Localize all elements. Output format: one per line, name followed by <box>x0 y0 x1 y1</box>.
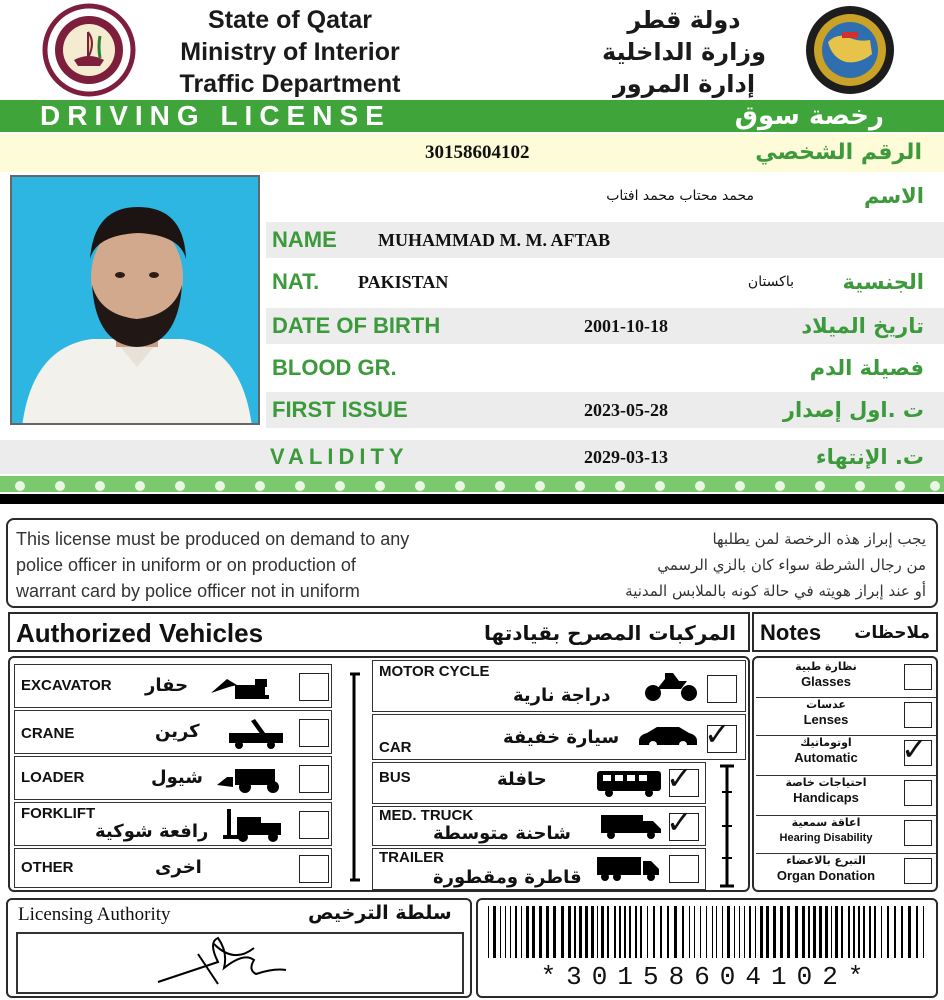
vehicle-label: TRAILER <box>379 849 444 866</box>
vehicle-checkbox[interactable] <box>704 716 737 753</box>
nationality-label-ar: الجنسية <box>842 270 924 294</box>
notice-ar-line: أو عند إبراز هويته في حالة كونه بالملابس المدنية <box>625 582 926 600</box>
barcode-bar <box>727 906 730 958</box>
licensing-authority-label-ar: سلطة الترخيص <box>308 902 452 924</box>
card-divider <box>0 494 944 504</box>
name-value-ar: محمد محتاب محمد افتاب <box>606 188 754 204</box>
barcode-bar <box>521 906 522 958</box>
name-ar-row <box>266 178 944 214</box>
forklift-icon <box>221 807 289 843</box>
crane-icon <box>225 715 289 751</box>
barcode-bar <box>561 906 564 958</box>
nationality-value-ar: باكستان <box>747 274 794 290</box>
barcode-bar <box>825 906 828 958</box>
notice-arabic <box>625 526 926 604</box>
barcode-bar <box>712 906 713 958</box>
signature-icon <box>18 934 462 992</box>
vehicle-car <box>372 714 746 760</box>
barcode-bar <box>607 906 609 958</box>
barcode-bar <box>802 906 805 958</box>
license-title: DRIVING LICENSE <box>40 100 391 131</box>
authorized-vehicles-title: Authorized Vehicles <box>16 618 264 648</box>
vehicle-forklift <box>14 802 332 846</box>
vehicle-label: FORKLIFT <box>21 805 96 822</box>
barcode-bar <box>706 906 707 958</box>
bus-icon <box>595 769 665 797</box>
gcc-emblem-icon <box>790 2 910 98</box>
barcode-bar <box>614 906 616 958</box>
barcode-bar <box>515 906 517 958</box>
vehicle-label: OTHER <box>21 859 74 876</box>
right-group-bracket <box>710 762 744 890</box>
vehicle-bus <box>372 762 706 804</box>
vehicle-medium-truck <box>372 806 706 846</box>
note-label-ar: عدسات <box>806 698 846 711</box>
name-value: MUHAMMAD M. M. AFTAB <box>378 230 611 250</box>
barcode-bar <box>601 906 604 958</box>
personal-id-label-ar: الرقم الشخصي <box>755 140 922 165</box>
barcode-bar <box>848 906 850 958</box>
note-checkbox[interactable] <box>901 731 932 767</box>
car-icon <box>637 725 699 749</box>
barcode-bar <box>734 906 735 958</box>
first-issue-label: FIRST ISSUE <box>272 397 408 422</box>
authorized-vehicles-title-ar: المركبات المصرح بقيادتها <box>484 621 736 645</box>
checkmark-icon: ✓ <box>666 804 693 840</box>
trailer-icon <box>595 855 663 883</box>
barcode-bar <box>689 906 690 958</box>
vehicle-label: LOADER <box>21 769 85 786</box>
barcode-bar <box>635 906 637 958</box>
barcode-bar <box>744 906 745 958</box>
barcode-bar <box>923 906 924 958</box>
barcode-bar <box>597 906 598 958</box>
barcode-bar <box>505 906 506 958</box>
notice-en-line: police officer in uniform or on production of <box>16 555 356 575</box>
barcode-bar <box>858 906 860 958</box>
vehicle-label-ar: كرين <box>155 721 200 742</box>
dob-label: DATE OF BIRTH <box>272 313 441 338</box>
barcode-bar <box>787 906 790 958</box>
header-state-ar: دولة قطر <box>627 6 741 34</box>
barcode-bar <box>841 906 843 958</box>
left-group-bracket <box>340 670 368 884</box>
vehicle-label-ar: دراجة نارية <box>513 685 611 706</box>
vehicle-crane <box>14 710 332 754</box>
barcode-bar <box>640 906 642 958</box>
notice-ar-line: يجب إبراز هذه الرخصة لمن يطلبها <box>712 530 926 548</box>
vehicle-label-ar: شيول <box>151 767 203 788</box>
personal-id-number: 30158604102 <box>425 142 530 163</box>
blood-group-label-ar: فصيلة الدم <box>809 356 924 380</box>
truck-icon <box>599 813 663 841</box>
note-label-ar: اعاقة سمعية <box>791 816 861 829</box>
vehicle-label: MED. TRUCK <box>379 807 474 824</box>
barcode-bar <box>568 906 571 958</box>
barcode-bar <box>853 906 855 958</box>
note-checkbox[interactable] <box>904 702 932 728</box>
licensing-authority-label: Licensing Authority <box>18 904 171 925</box>
motorcycle-icon <box>643 671 699 703</box>
notes-header <box>752 612 938 652</box>
vehicle-label-ar: اخرى <box>155 857 202 878</box>
header-english <box>150 4 430 100</box>
checkmark-icon: ✓ <box>901 731 928 767</box>
note-label: Glasses <box>801 674 851 689</box>
barcode-bar <box>813 906 816 958</box>
barcode-bar <box>660 906 662 958</box>
blood-group-row <box>266 350 944 386</box>
header-arabic <box>574 4 794 100</box>
barcode-bar <box>716 906 717 958</box>
barcode-bar <box>773 906 776 958</box>
note-label-ar: نظارة طبية <box>795 660 857 673</box>
nationality-value: PAKISTAN <box>358 272 449 292</box>
vehicle-trailer <box>372 848 706 890</box>
barcode-bar <box>755 906 756 958</box>
dob-value: 2001-10-18 <box>584 316 668 336</box>
holder-photo <box>10 175 260 425</box>
checkmark-icon: ✓ <box>666 760 693 796</box>
barcode-bar <box>835 906 838 958</box>
vehicle-checkbox[interactable] <box>299 719 329 747</box>
note-glasses <box>756 660 936 698</box>
note-label-ar: التبرع بالاعضاء <box>786 854 866 867</box>
barcode-bar <box>808 906 810 958</box>
barcode-bar <box>653 906 655 958</box>
vehicle-excavator <box>14 664 332 708</box>
vehicle-label: CAR <box>379 739 412 756</box>
barcode-bar <box>553 906 556 958</box>
nationality-row <box>266 264 944 300</box>
vehicle-checkbox[interactable] <box>666 804 699 841</box>
dob-label-ar: تاريخ الميلاد <box>801 314 924 338</box>
blood-group-label: BLOOD GR. <box>272 355 397 380</box>
dob-row <box>266 308 944 344</box>
barcode-bar <box>760 906 763 958</box>
note-label-ar: احتياجات خاصة <box>785 776 867 789</box>
vehicle-checkbox[interactable] <box>669 855 699 883</box>
barcode-bar <box>591 906 594 958</box>
loader-icon <box>215 763 291 795</box>
notice-english <box>16 526 409 604</box>
barcode-bar <box>674 906 677 958</box>
vehicle-label-ar: سيارة خفيفة <box>503 727 620 748</box>
barcode-bar <box>532 906 535 958</box>
note-automatic <box>756 731 936 776</box>
barcode-bar <box>539 906 542 958</box>
signature-area <box>16 932 464 994</box>
note-label-ar: اوتوماتيك <box>800 736 852 749</box>
vehicle-label-ar: حفار <box>145 675 189 696</box>
note-organ-donation <box>756 854 936 890</box>
barcode-bar <box>647 906 648 958</box>
validity-value: 2029-03-13 <box>584 447 668 467</box>
qatar-emblem-icon <box>30 2 148 98</box>
barcode-bar <box>624 906 626 958</box>
note-label: Automatic <box>794 750 858 765</box>
vehicle-label: CRANE <box>21 725 75 742</box>
holder-portrait <box>12 177 260 425</box>
barcode-bar <box>749 906 751 958</box>
personal-id-row <box>0 134 944 172</box>
note-checkbox[interactable] <box>904 664 932 690</box>
license-front <box>0 0 944 492</box>
vehicle-checkbox[interactable] <box>299 855 329 883</box>
notes-title-ar: ملاحظات <box>854 623 930 643</box>
validity-label-ar: ت. الإنتهاء <box>815 445 924 469</box>
vehicle-other <box>14 848 332 888</box>
barcode-bar <box>819 906 822 958</box>
barcode-bar <box>869 906 871 958</box>
header-state: State of Qatar <box>208 6 372 34</box>
vehicle-label-ar: قاطرة ومقطورة <box>433 867 582 888</box>
vehicle-label-ar: شاحنة متوسطة <box>433 823 571 844</box>
note-label: Handicaps <box>793 790 859 805</box>
barcode-bar <box>493 906 496 958</box>
first-issue-value: 2023-05-28 <box>584 400 668 420</box>
barcode-bar <box>694 906 695 958</box>
notes-title: Notes <box>760 620 822 645</box>
barcode-bar <box>488 906 489 958</box>
barcode-bar <box>881 906 882 958</box>
vehicle-label-ar: رافعة شوكية <box>95 821 209 842</box>
header-ministry-ar: وزارة الداخلية <box>601 38 767 66</box>
barcode-bar <box>874 906 876 958</box>
nationality-label: NAT. <box>272 269 320 294</box>
barcode-bar <box>526 906 529 958</box>
note-label: Hearing Disability <box>779 832 873 844</box>
validity-row <box>0 440 944 474</box>
barcode-bar <box>908 906 911 958</box>
barcode-bar <box>739 906 740 958</box>
barcode-bar <box>667 906 669 958</box>
barcode-bar <box>700 906 701 958</box>
note-checkbox[interactable] <box>904 780 932 806</box>
vehicle-motorcycle <box>372 660 746 712</box>
notice-en-line: This license must be produced on demand to any <box>16 529 410 549</box>
barcode-bar <box>629 906 631 958</box>
name-label: NAME <box>272 227 337 252</box>
barcode-bar <box>546 906 549 958</box>
barcode-bar <box>574 906 576 958</box>
notes-grid <box>752 656 938 892</box>
checkmark-icon: ✓ <box>704 716 731 752</box>
barcode-bar <box>831 906 832 958</box>
first-issue-row <box>266 392 944 428</box>
note-label: Organ Donation <box>776 868 876 883</box>
barcode-number: *30158604102* <box>540 962 874 992</box>
barcode-bar <box>887 906 889 958</box>
vehicle-loader <box>14 756 332 800</box>
barcode-bar <box>619 906 621 958</box>
barcode-bar <box>863 906 865 958</box>
license-title-band <box>0 100 944 132</box>
name-row <box>266 222 944 258</box>
vehicle-checkbox[interactable] <box>299 811 329 839</box>
vehicle-checkbox[interactable] <box>299 673 329 701</box>
validity-label: VALIDITY <box>270 444 409 469</box>
barcode-bar <box>795 906 798 958</box>
authorized-vehicles-grid <box>8 656 750 892</box>
note-checkbox[interactable] <box>904 858 932 884</box>
vehicle-label: EXCAVATOR <box>21 677 112 694</box>
header-department: Traffic Department <box>179 70 401 98</box>
barcode <box>486 906 930 958</box>
header-ministry: Ministry of Interior <box>180 38 400 66</box>
barcode-bar <box>682 906 684 958</box>
decorative-pattern <box>0 476 944 492</box>
note-label: Lenses <box>803 712 849 727</box>
vehicle-label: BUS <box>379 769 411 786</box>
notice-ar-line: من رجال الشرطة سواء كان بالزي الرسمي <box>657 556 926 574</box>
barcode-bar <box>894 906 896 958</box>
barcode-box <box>476 898 938 998</box>
name-label-ar: الاسم <box>864 184 924 208</box>
notice-box <box>6 518 938 608</box>
barcode-bar <box>585 906 588 958</box>
note-handicaps <box>756 776 936 816</box>
barcode-bar <box>722 906 723 958</box>
note-checkbox[interactable] <box>904 820 932 846</box>
license-title-ar: رخصة سوق <box>734 101 884 131</box>
barcode-bar <box>766 906 769 958</box>
notice-en-line: warrant card by police officer not in uniform <box>16 581 360 601</box>
barcode-bar <box>780 906 783 958</box>
excavator-icon <box>207 673 287 701</box>
vehicle-checkbox[interactable] <box>666 760 699 797</box>
header-department-ar: إدارة المرور <box>612 70 756 98</box>
vehicle-checkbox[interactable] <box>707 675 737 703</box>
first-issue-label-ar: ت .اول إصدار <box>782 398 924 422</box>
barcode-bar <box>901 906 903 958</box>
licensing-authority-box <box>6 898 472 998</box>
barcode-bar <box>510 906 511 958</box>
barcode-bar <box>500 906 501 958</box>
barcode-bar <box>916 906 918 958</box>
authorized-vehicles-header <box>8 612 750 652</box>
barcode-bar <box>579 906 582 958</box>
note-hearing-disability <box>756 816 936 854</box>
vehicle-label-ar: حافلة <box>497 769 547 790</box>
vehicle-checkbox[interactable] <box>299 765 329 793</box>
vehicle-label: MOTOR CYCLE <box>379 663 490 680</box>
